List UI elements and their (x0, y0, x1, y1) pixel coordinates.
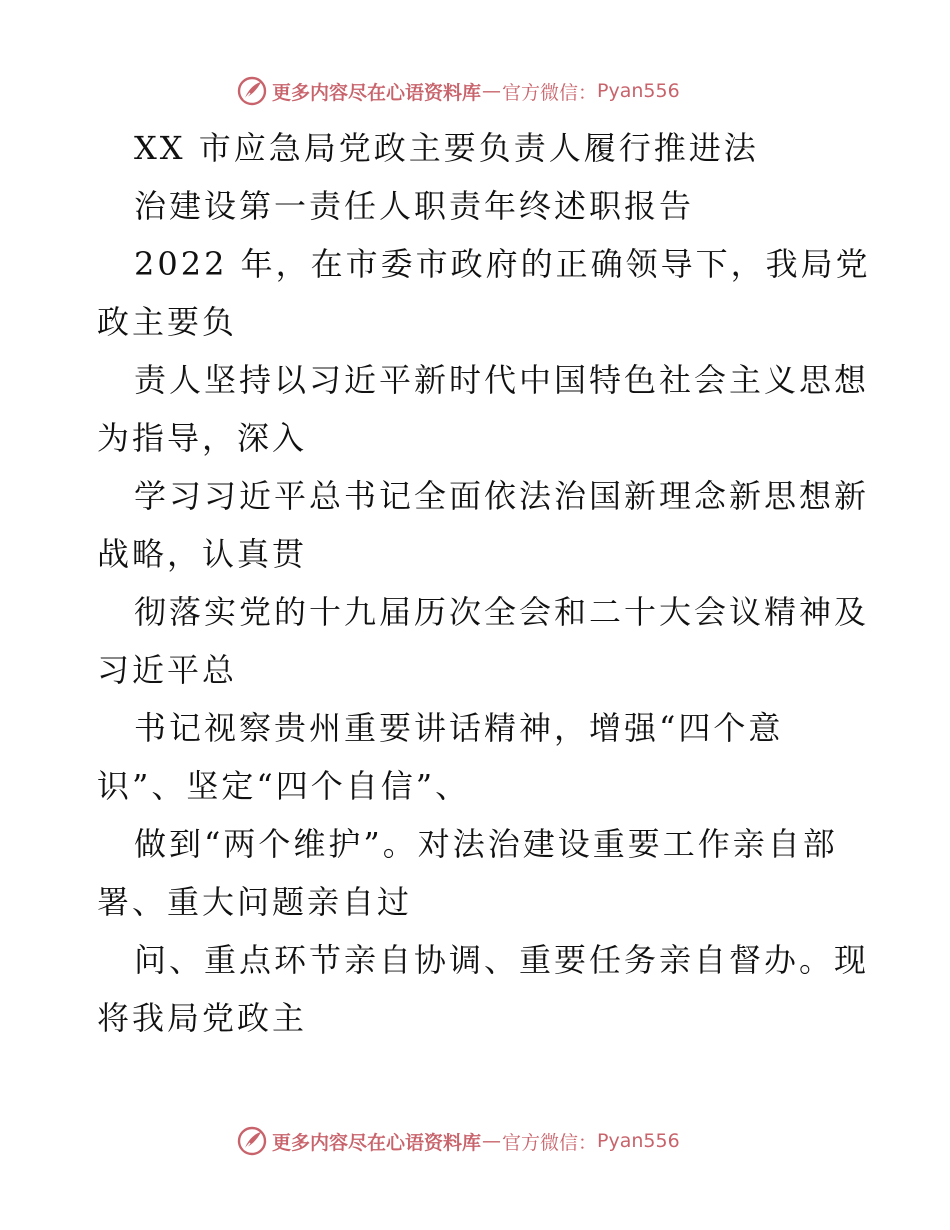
paragraph-line: 责人坚持以习近平新时代中国特色社会主义思想 (134, 361, 870, 399)
document-title-line-2: 治建设第一责任人职责年终述职报告 (134, 187, 695, 225)
paragraph-line: 书记视察贵州重要讲话精神，增强“四个意 (134, 709, 784, 747)
feather-pen-logo-icon (236, 1125, 268, 1157)
banner-wechat-id: Pyan556 (597, 1130, 680, 1152)
paragraph-line: 习近平总 (97, 651, 238, 689)
paragraph-line: 做到“两个维护”。对法治建设重要工作亲自部 (134, 825, 838, 863)
paragraph-line: 问、重点环节亲自协调、重要任务亲自督办。现 (134, 941, 870, 979)
banner-dash: — (482, 80, 502, 102)
paragraph-line: 署、重大问题亲自过 (97, 883, 413, 921)
paragraph-line: 将我局党政主 (97, 999, 308, 1037)
banner-brand-text: 更多内容尽在心语资料库 (272, 1131, 482, 1154)
paragraph-line: 政主要负 (97, 303, 238, 341)
paragraph-line: 学习习近平总书记全面依法治国新理念新思想新 (134, 477, 870, 515)
paragraph-line: 为指导，深入 (97, 419, 308, 457)
banner-dash: — (482, 1130, 502, 1152)
footer-watermark-banner (236, 1124, 680, 1158)
paragraph-line: 战略，认真贯 (97, 535, 308, 573)
document-title-line-1: XX 市应急局党政主要负责人履行推进法 (134, 129, 759, 167)
banner-official-label: 官方微信： (502, 1131, 598, 1154)
banner-wechat-id: Pyan556 (597, 80, 680, 102)
paragraph-line: 2022 年，在市委市政府的正确领导下，我局党 (134, 245, 871, 283)
paragraph-line: 彻落实党的十九届历次全会和二十大会议精神及 (134, 593, 870, 631)
banner-official-label: 官方微信： (502, 81, 598, 104)
paragraph-line: 识”、坚定“四个自信”、 (97, 767, 471, 805)
banner-brand-text: 更多内容尽在心语资料库 (272, 81, 482, 104)
